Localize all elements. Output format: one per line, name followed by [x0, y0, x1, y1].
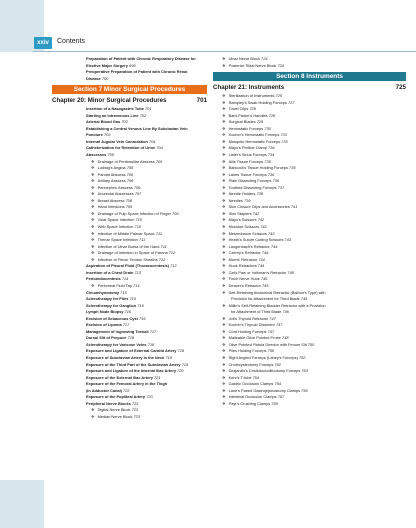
bullet-icon: ❖ — [222, 250, 226, 256]
entry-page: 741 — [290, 204, 298, 210]
bullet-icon: ❖ — [222, 158, 226, 164]
entry-page: 712 — [170, 263, 177, 269]
bullet-icon: ❖ — [91, 250, 95, 256]
page-corner-tab-bottom — [0, 480, 44, 528]
entry-title: Perinephric Abscess — [97, 184, 133, 190]
bullet-icon: ❖ — [222, 132, 226, 138]
left-column — [52, 56, 207, 420]
entry-page: 705 — [107, 152, 114, 158]
bullet-icon: ❖ — [222, 400, 226, 406]
entry-title: Sclerotherapy for Ganglion — [86, 302, 137, 308]
entry-page: 704 — [156, 145, 163, 151]
bullet-icon: ❖ — [91, 197, 95, 203]
entry-title: Joll's Thyroid Retractor — [228, 315, 269, 321]
toc-entry — [52, 76, 207, 83]
entry-title: Finch Nerve Hook — [228, 276, 260, 282]
entry-page: 721 — [153, 374, 161, 380]
entry-page: 755 — [301, 387, 308, 393]
entry-title: Morris' Retractor — [228, 256, 258, 262]
entry-page: 745 — [260, 276, 268, 282]
bullet-icon: ❖ — [222, 354, 226, 360]
entry-title: Mcindoe Scissors — [228, 224, 260, 230]
entry-page: 706 — [126, 178, 134, 184]
entry-title: Mayo's Scissors — [228, 217, 257, 223]
entry-page: 750 — [267, 348, 275, 354]
entry-page: 742 — [257, 217, 265, 223]
entry-page: 745 — [287, 269, 294, 275]
entry-title: Sclerotherapy for Piles — [86, 296, 129, 302]
bullet-icon: ❖ — [222, 56, 226, 61]
entry-page: 716 — [137, 302, 144, 308]
entry-page: 743 — [284, 237, 291, 243]
entry-page: 736 — [267, 171, 275, 177]
entry-title: Malleable Olive Pointed Probe — [228, 335, 281, 341]
chapter-21-entries — [213, 93, 406, 407]
entry-title: (In Adductor Canal) — [86, 387, 122, 393]
entry-title: Abscesses — [86, 152, 107, 158]
entry-title: Insertion of a Nasogastric Tube — [86, 106, 144, 112]
entry-title: Hemostatic Forceps — [228, 125, 264, 131]
entry-page: 704 — [148, 138, 156, 144]
entry-title: Deaver's Retractor — [228, 282, 261, 288]
bullet-icon: ❖ — [91, 204, 95, 210]
entry-title: Preparation of Patient with Chronic Respiratory Disease for — [86, 56, 196, 61]
bullet-icon: ❖ — [222, 152, 226, 158]
entry-page: 752 — [274, 361, 281, 367]
entry-page: 744 — [258, 256, 265, 262]
entry-page: 745 — [262, 282, 269, 288]
entry-title: Czerny's Retractor — [228, 250, 261, 256]
entry-page: 723 — [133, 413, 141, 419]
entry-title: Exposure of the Third Part of the Subclavian Artery — [86, 361, 181, 367]
entry-title: Exposure of the Femoral Artery in the Thigh — [86, 381, 168, 387]
bullet-icon: ❖ — [222, 112, 226, 118]
entry-title: Langenbach's Retractor — [228, 243, 270, 249]
entry-page: 719 — [181, 361, 189, 367]
entry-title: Exposure and Ligature of External Carotid Artery — [86, 348, 177, 354]
entry-page: 747 — [267, 328, 275, 334]
entry-title: Exposure and Ligature of the Internal Iliac Artery — [86, 368, 177, 374]
entry-page: 715 — [129, 296, 136, 302]
entry-title: Elective Major Surgery — [86, 62, 128, 68]
entry-page: 711 — [155, 230, 162, 236]
entry-page: 754 — [274, 381, 281, 387]
entry-page: 734 — [267, 152, 275, 158]
entry-title: Babcock's Tissue Holding Forceps — [228, 165, 288, 171]
entry-page: 729 — [256, 119, 264, 125]
bullet-icon: ❖ — [222, 178, 226, 184]
entry-title: Posterior Tibial Nerve Block — [228, 62, 277, 68]
bullet-icon: ❖ — [222, 256, 226, 262]
bullet-icon: ❖ — [222, 171, 226, 177]
entry-title: Disease — [86, 75, 101, 81]
bullet-icon: ❖ — [222, 263, 226, 269]
entry-title: Kocher's Hemostatic Forceps — [228, 132, 280, 138]
entry-page: 742 — [260, 224, 267, 230]
entry-page: 718 — [177, 348, 185, 354]
entry-page: 745 — [300, 296, 308, 302]
entry-page: 722 — [123, 387, 130, 393]
bullet-icon: ❖ — [91, 224, 95, 230]
entry-title: Rampley's Swab Holding Forceps — [228, 99, 287, 105]
entry-page: 710 — [134, 224, 142, 230]
entry-page: 711 — [160, 243, 167, 249]
entry-title: Web Space Infection — [97, 224, 134, 230]
entry-title: Gastric Occlusion Clamps — [228, 381, 274, 387]
chapter-20-entries — [52, 106, 207, 420]
bullet-icon: ❖ — [222, 197, 226, 203]
entry-title: Desjardin's Choledocholithotomy Forceps — [228, 368, 301, 374]
running-title: Contents — [57, 38, 86, 45]
entry-title: Provision for Attachment for Third Blade — [231, 296, 300, 302]
entry-title: Peritoneal Fluid Tap — [97, 282, 132, 288]
entry-title: Hook Retractors — [228, 263, 257, 269]
entry-page: 723 — [131, 407, 139, 413]
entry-title: Needle Holders — [228, 191, 256, 197]
bullet-icon: ❖ — [222, 119, 226, 125]
entry-title: Catheterization for Retention of Urine — [86, 145, 156, 151]
entry-page: 735 — [289, 165, 296, 171]
toc-entry — [213, 63, 406, 70]
entry-page: 702 — [121, 119, 128, 125]
entry-title: Bard-Parker's Handles — [228, 112, 268, 118]
bullet-icon: ❖ — [222, 335, 226, 341]
bullet-icon: ❖ — [222, 302, 226, 308]
bullet-icon: ❖ — [91, 282, 95, 288]
entry-page: 709 — [172, 210, 179, 216]
entry-page: 759 — [271, 400, 278, 406]
entry-title: Drainage of Peritonsillar Abscess — [97, 158, 155, 164]
entry-title: Preoperative Preparation of Patient with Chronic Renal — [86, 69, 188, 75]
chapter-20-heading — [52, 96, 207, 105]
entry-title: Cat's Paw or Volkman's Retractor — [228, 269, 287, 275]
entry-page: 715 — [120, 289, 127, 295]
bullet-icon: ❖ — [222, 368, 226, 374]
entry-title: Infection of Flexor Tendon Sheaths — [97, 256, 158, 262]
entry-page: 714 — [133, 282, 140, 288]
entry-page: 710 — [135, 217, 142, 223]
bullet-icon: ❖ — [222, 381, 226, 387]
entry-page: 744 — [257, 263, 265, 269]
page-number-badge: xxiv — [34, 37, 52, 49]
entry-title: Puncture — [86, 132, 103, 138]
entry-title: for Attachment of Third Blade — [231, 309, 282, 315]
entry-page: 739 — [243, 197, 251, 203]
entry-title: Sterilization of Instruments — [228, 93, 275, 99]
entry-title: Peripheral Nerve Blocks — [86, 400, 131, 406]
bullet-icon: ❖ — [222, 165, 226, 171]
chapter-20-page: 701 — [196, 97, 207, 105]
entry-title: Excision of Sebaceous Cyst — [86, 315, 138, 321]
entry-title: Lanes Tissue Forceps — [228, 171, 267, 177]
bullet-icon: ❖ — [91, 178, 95, 184]
entry-title: Management of Ingrowing Toenail — [86, 328, 149, 334]
entry-page: 703 — [103, 132, 111, 138]
entry-title: Infection of Ulnar Bursa of the Hand — [97, 243, 160, 249]
bullet-icon: ❖ — [222, 99, 226, 105]
section-7-heading: Section 7 Minor Surgical Procedures — [52, 85, 207, 94]
entry-page: 706 — [133, 184, 141, 190]
entry-title: Pericardiocentesis — [86, 276, 121, 282]
entry-title: Aspiration of Pleural Fluid (Thoracocentesis) — [86, 263, 170, 269]
bullet-icon: ❖ — [222, 341, 226, 347]
entry-page: 723 — [131, 400, 139, 406]
bullet-icon: ❖ — [222, 204, 226, 210]
bullet-icon: ❖ — [91, 158, 95, 164]
bullet-icon: ❖ — [222, 394, 226, 400]
bullet-icon: ❖ — [222, 276, 226, 282]
entry-title: Hand Infections — [97, 204, 125, 210]
entry-page: 711 — [138, 237, 146, 243]
entry-page: 736 — [272, 178, 280, 184]
bullet-icon: ❖ — [222, 224, 226, 230]
bullet-icon: ❖ — [222, 62, 226, 68]
entry-title: Skin Staplers — [228, 210, 252, 216]
entry-title: Exposure of the Popliteal Artery — [86, 394, 146, 400]
entry-page: 743 — [267, 230, 275, 236]
entry-page: 712 — [158, 256, 166, 262]
entry-title: Circumhymotomy — [86, 289, 120, 295]
entry-page: 716 — [124, 309, 132, 315]
entry-title: Parotid Abscess — [97, 171, 126, 177]
entry-title: Skin Closure Clips and Accessories — [228, 204, 290, 210]
bullet-icon: ❖ — [91, 184, 95, 190]
entry-title: Kehr's T-tube — [228, 374, 252, 380]
entry-page: 748 — [282, 335, 289, 341]
entry-title: Mosquito Hemostatic Forceps — [228, 138, 281, 144]
entry-title: Self-Retaining Abdominal Retractor (Balfour's Type) with — [228, 289, 326, 295]
entry-page: 724 — [261, 56, 268, 61]
entry-page: 746 — [282, 309, 289, 315]
entry-title: Starting an Intravenous Line — [86, 112, 139, 118]
entry-page: 708 — [125, 197, 133, 203]
bullet-icon: ❖ — [222, 230, 226, 236]
entry-page: 734 — [268, 145, 275, 151]
bullet-icon: ❖ — [222, 328, 226, 334]
section-8-heading: Section 8 Instruments — [213, 72, 406, 81]
entry-page: 738 — [256, 191, 264, 197]
bullet-icon: ❖ — [222, 217, 226, 223]
entry-title: Arterial Blood Gas — [86, 119, 121, 125]
bullet-icon: ❖ — [222, 145, 226, 151]
entry-title: Internal Jugular Vein Cannulation — [86, 138, 148, 144]
entry-title: Kocher's Thyroid Dissector — [228, 322, 275, 328]
entry-page: 701 — [144, 106, 152, 112]
entry-page: 725 — [275, 93, 283, 99]
bullet-icon: ❖ — [91, 230, 95, 236]
entry-title: Right Angled Forceps (Lahey's Forceps) — [228, 354, 298, 360]
entry-page: 714 — [121, 276, 129, 282]
entry-page: 709 — [125, 204, 133, 210]
entry-page: 699 — [129, 62, 136, 68]
entry-page: 750 — [307, 341, 315, 347]
bullet-icon: ❖ — [91, 413, 95, 419]
entry-page: 724 — [277, 62, 284, 68]
entry-page: 744 — [270, 243, 278, 249]
entry-page: 728 — [249, 106, 256, 112]
entry-page: 728 — [268, 112, 276, 118]
entry-title: Heath's Suture Cutting Scissors — [228, 237, 284, 243]
entry-page: 706 — [126, 171, 134, 177]
bullet-icon: ❖ — [222, 315, 226, 321]
bullet-icon: ❖ — [222, 93, 226, 99]
entry-page: 720 — [177, 368, 184, 374]
entry-page: 718 — [127, 335, 135, 341]
entry-title: Lane's Paired Gastrojejunostomy Clamps — [228, 387, 301, 393]
entry-page: 713 — [134, 269, 141, 275]
entry-title: Breast Abscess — [97, 197, 125, 203]
entry-page: 757 — [277, 394, 285, 400]
entry-title: Volar Space Infection — [97, 217, 135, 223]
entry-title: Infection of Middle Palmar Space — [97, 230, 155, 236]
bullet-icon: ❖ — [91, 191, 95, 197]
entry-page: 747 — [269, 315, 276, 321]
bullet-icon: ❖ — [91, 243, 95, 249]
entry-title: Exposure of the External Iliac Artery — [86, 374, 153, 380]
bullet-icon: ❖ — [222, 138, 226, 144]
entry-page: 747 — [275, 322, 283, 328]
entry-page: 753 — [301, 368, 308, 374]
entry-title: Towel Clips — [228, 106, 249, 112]
entry-page: 702 — [139, 112, 147, 118]
entry-title: Cholecystectomy Forceps — [228, 361, 274, 367]
chapter-21-title: Chapter 21: Instruments — [213, 84, 285, 92]
bullet-icon: ❖ — [222, 282, 226, 288]
entry-title: Metzenbaum Scissors — [228, 230, 267, 236]
entry-title: Drainage of Infection in Space of Parona — [97, 250, 168, 256]
entry-title: Excision of Lipoma — [86, 322, 122, 328]
entry-page: 705 — [126, 165, 134, 171]
bullet-icon: ❖ — [91, 407, 95, 413]
entry-title: Olive Pointed Fistula Director with Fenum Slit — [228, 341, 307, 347]
entry-title: Drainage of Pulp Space Infection of Finger — [97, 210, 171, 216]
entry-page: 717 — [122, 322, 130, 328]
bullet-icon: ❖ — [222, 361, 226, 367]
bullet-icon: ❖ — [222, 374, 226, 380]
entry-page: 735 — [264, 158, 271, 164]
toc-entry — [52, 414, 207, 421]
entry-page: 707 — [134, 191, 142, 197]
entry-title: Toothed Dissecting Forceps — [228, 184, 277, 190]
bullet-icon: ❖ — [222, 210, 226, 216]
bullet-icon: ❖ — [222, 184, 226, 190]
header-rule — [33, 51, 416, 52]
right-column — [213, 56, 406, 407]
entry-title: Millin's Self-Retaining Bladder Retractor with a Provision — [228, 302, 326, 308]
entry-title: Needles — [228, 197, 243, 203]
bullet-icon: ❖ — [222, 237, 226, 243]
entry-title: Sclerotherapy for Varicose Veins — [86, 341, 147, 347]
entry-title: Payr's Crushing Clamps — [228, 400, 271, 406]
entry-title: Digital Nerve Block — [97, 407, 131, 413]
toc-entry — [213, 401, 406, 408]
bullet-icon: ❖ — [222, 106, 226, 112]
bullet-icon: ❖ — [222, 243, 226, 249]
entry-title: Dorsal Slit of Prepuce — [86, 335, 127, 341]
entry-title: Intestinal Occlusion Clamps — [228, 394, 277, 400]
bullet-icon: ❖ — [222, 387, 226, 393]
entry-page: 744 — [261, 250, 269, 256]
entry-title: Establishing a Central Venous Line By Subclavian Vein — [86, 125, 188, 131]
chapter-21-page: 725 — [395, 84, 406, 92]
bullet-icon: ❖ — [91, 237, 95, 243]
entry-title: Allis Tissue Forceps — [228, 158, 264, 164]
entry-page: 733 — [281, 138, 288, 144]
entry-title: Lymph Node Biopsy — [86, 309, 124, 315]
bullet-icon: ❖ — [91, 165, 95, 171]
bullet-icon: ❖ — [222, 191, 226, 197]
bullet-icon: ❖ — [91, 256, 95, 262]
entry-page: 712 — [168, 250, 176, 256]
entry-title: Mayo's Pedicle Clamp — [228, 145, 267, 151]
entry-title: Thenar Space Infection — [97, 237, 138, 243]
entry-page: 705 — [155, 158, 163, 164]
entry-page: 700 — [101, 75, 109, 81]
entry-title: Anorectal Abscesses — [97, 191, 134, 197]
entry-page: 718 — [147, 341, 155, 347]
entry-title: Ulnar Nerve Block — [228, 56, 260, 61]
entry-title: Cord Holding Forceps — [228, 328, 267, 334]
bullet-icon: ❖ — [91, 171, 95, 177]
right-top-entries — [213, 56, 406, 69]
bullet-icon: ❖ — [91, 217, 95, 223]
bullet-icon: ❖ — [222, 269, 226, 275]
entry-title: Lister's Sinus Forceps — [228, 152, 267, 158]
entry-page: 723 — [146, 394, 153, 400]
entry-page: 716 — [139, 315, 146, 321]
entry-page: 733 — [280, 132, 287, 138]
bullet-icon: ❖ — [222, 322, 226, 328]
entry-page: 752 — [298, 354, 306, 360]
entry-page: 719 — [165, 354, 172, 360]
entry-title: Median Nerve Block — [97, 413, 133, 419]
left-top-entries — [52, 56, 207, 82]
entry-page: 742 — [252, 210, 260, 216]
entry-title: Insertion of a Chest Drain — [86, 269, 134, 275]
entry-page: 754 — [252, 374, 260, 380]
entry-title: Axillary Abscess — [97, 178, 126, 184]
entry-page: 737 — [277, 184, 285, 190]
entry-title: Piles Holding Forceps — [228, 348, 267, 354]
entry-page: 727 — [287, 99, 295, 105]
bullet-icon: ❖ — [91, 210, 95, 216]
entry-title: Ludwig's Angina — [97, 165, 126, 171]
chapter-21-heading — [213, 83, 406, 92]
entry-page: 730 — [264, 125, 271, 131]
chapter-20-title: Chapter 20: Minor Surgical Procedures — [52, 97, 167, 105]
bullet-icon: ❖ — [222, 125, 226, 131]
entry-page: 717 — [149, 328, 157, 334]
entry-title: Surgical Blades — [228, 119, 256, 125]
entry-title: Plain Dissecting Forceps — [228, 178, 272, 184]
bullet-icon: ❖ — [222, 289, 226, 295]
bullet-icon: ❖ — [222, 348, 226, 354]
entry-title: Exposure of Subclavian Artery in the Neck — [86, 354, 165, 360]
